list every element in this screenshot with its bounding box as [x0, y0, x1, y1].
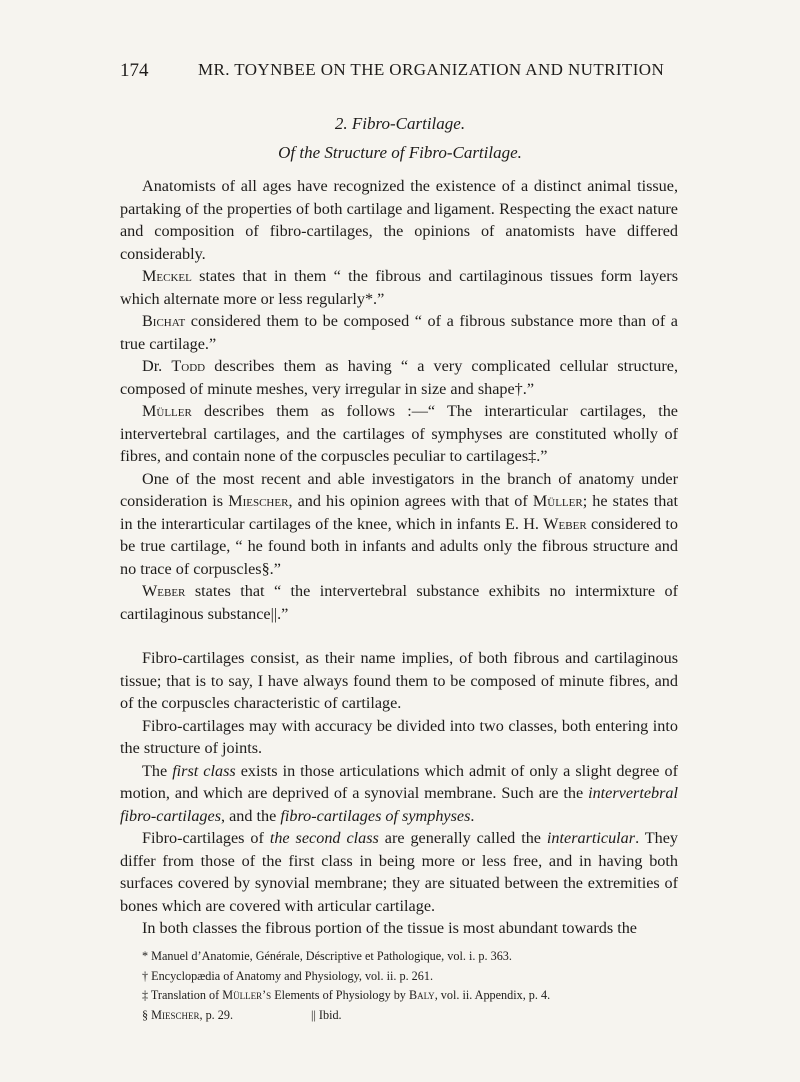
footnote: § Miescher, p. 29. || Ibid. — [142, 1007, 342, 1022]
footnote: * Manuel d’Anatomie, Générale, Déscriptive et Pathologique, vol. i. p. 363. — [142, 949, 512, 963]
section-title: 2. Fibro-Cartilage. — [334, 114, 466, 133]
running-title: MR. TOYNBEE ON THE ORGANIZATION AND NUTRITION — [198, 60, 665, 79]
paragraph: Fibro-cartilages may with accuracy be divided into two classes, both entering into the structure of joints. — [120, 716, 678, 757]
paragraph: Bichat considered them to be composed “ of a fibrous substance more than of a true cartilage.” — [120, 312, 678, 353]
paragraph: One of the most recent and able investigators in the branch of anatomy under consideration is Miescher, and his opinion agrees with that of Müller; he states that in the interarticular cartilages of the knee, which in infants E. H. Weber considered to be true cartilage, “ he found both in infants and adults only the fibrous structure and no trace of corpuscles§.” — [120, 469, 679, 578]
paragraph: Anatomists of all ages have recognized the existence of a distinct animal tissue, partaking of the properties of both cartilage and ligament. Respecting the exact nature and composition of fibro-cartilages, the opinions of anatomists have differed considerably. — [120, 177, 678, 263]
paragraph: Dr. Todd describes them as having “ a very complicated cellular structure, composed of minute meshes, very irregular in size and shape†.” — [120, 357, 679, 398]
body-text — [120, 175, 678, 940]
page-number: 174 — [120, 60, 149, 81]
paragraph: Fibro-cartilages consist, as their name implies, of both fibrous and cartilaginous tissue; that is to say, I have always found them to be composed of minute fibres, and of the corpuscles characteristic of cartilage. — [120, 649, 678, 712]
paragraph: In both classes the fibrous portion of the tissue is most abundant towards the — [142, 919, 637, 937]
footnote: ‡ Translation of Müller’s Elements of Physiology by Baly, vol. ii. Appendix, p. 4. — [142, 988, 551, 1002]
paragraph: Weber states that “ the intervertebral substance exhibits no intermixture of cartilaginous substance||.” — [120, 582, 678, 623]
footnote: † Encyclopædia of Anatomy and Physiology, vol. ii. p. 261. — [142, 968, 434, 983]
paragraph: Müller describes them as follows :—“ The interarticular cartilages, the intervertebral cartilages, and the cartilages of symphyses are constituted wholly of fibres, and contain none of the corpuscles peculiar to cartilages‡.” — [120, 402, 678, 465]
paragraph: Fibro-cartilages of the second class are generally called the interarticular. They differ from those of the first class in being more or less free, and in having both surfaces covered by synovial membrane; they are situated between the extremities of bones which are covered with articular cartilage. — [120, 829, 679, 915]
section-subtitle: Of the Structure of Fibro-Cartilage. — [278, 143, 522, 162]
paragraph: The first class exists in those articulations which admit of only a slight degree of motion, and which are deprived of a synovial membrane. Such are the intervertebral fibro-cartilages, and the fibro-cartilages of symphyses. — [120, 761, 678, 825]
page-header — [120, 60, 680, 84]
paragraph: Meckel states that in them “ the fibrous and cartilaginous tissues form layers which alternate more or less regularly*.” — [120, 267, 678, 308]
footnotes — [120, 947, 678, 1025]
